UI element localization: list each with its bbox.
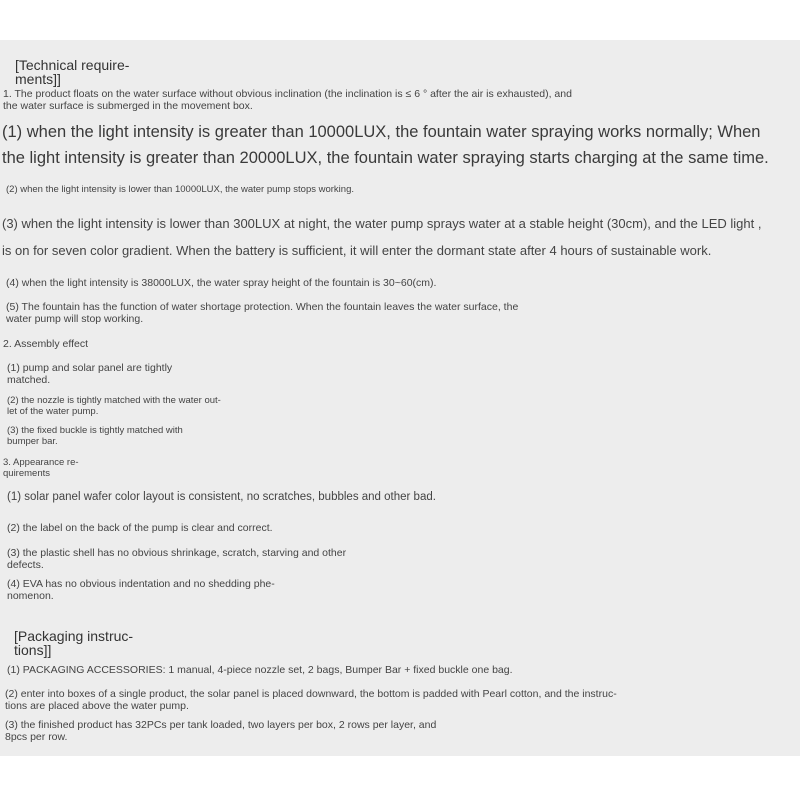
technical-item-light-intensity: (1) when the light intensity is greater than 10000LUX, the fountain water spraying works normally; When the light intensity is greater than 20000LUX, the fountain water spraying starts charging at the same time. [2, 123, 769, 167]
technical-item-2: (2) when the light intensity is lower than 10000LUX, the water pump stops working. [6, 184, 354, 195]
packaging-item-3: (3) the finished product has 32PCs per tank loaded, two layers per box, 2 rows per layer, and 8pcs per row. [5, 719, 437, 743]
assembly-effect-heading: 2. Assembly effect [3, 338, 89, 350]
technical-item-3: (3) when the light intensity is lower than 300LUX at night, the water pump sprays water at a stable height (30cm), and the LED light , is on for seven color gradient. When the battery is sufficient, it will enter the dormant state after 4 hours of sustainable work. [2, 216, 762, 258]
technical-item-5: (5) The fountain has the function of water shortage protection. When the fountain leaves the water surface, the water pump will stop working. [6, 301, 519, 325]
appearance-item-4: (4) EVA has no obvious indentation and no shedding phe- nomenon. [7, 578, 275, 602]
appearance-requirements-heading: 3. Appearance re- quirements [3, 457, 79, 479]
technical-item-4: (4) when the light intensity is 38000LUX, the water spray height of the fountain is 30~60(cm). [6, 277, 437, 289]
document-page [0, 40, 800, 756]
appearance-item-3: (3) the plastic shell has no obvious shrinkage, scratch, starving and other defects. [7, 547, 347, 571]
assembly-item-2: (2) the nozzle is tightly matched with the water out- let of the water pump. [7, 395, 221, 417]
technical-item-1: 1. The product floats on the water surface without obvious inclination (the inclination is ≤ 6 ° after the air is exhausted), and the water surface is submerged in the movement box. [3, 88, 572, 112]
assembly-item-1: (1) pump and solar panel are tightly matched. [7, 362, 173, 386]
packaging-instructions-heading: [Packaging instruc- tions]] [14, 628, 134, 658]
packaging-item-1: (1) PACKAGING ACCESSORIES: 1 manual, 4-piece nozzle set, 2 bags, Bumper Bar + fixed buckle one bag. [7, 664, 513, 676]
packaging-item-2: (2) enter into boxes of a single product, the solar panel is placed downward, the bottom is padded with Pearl cotton, and the instruc- tions are placed above the water pump. [5, 688, 617, 712]
appearance-item-2: (2) the label on the back of the pump is clear and correct. [7, 522, 273, 534]
appearance-item-1: (1) solar panel wafer color layout is consistent, no scratches, bubbles and other bad. [7, 491, 436, 503]
technical-requirements-heading: [Technical require- ments]] [15, 57, 130, 87]
assembly-item-3: (3) the fixed buckle is tightly matched with bumper bar. [7, 425, 183, 447]
